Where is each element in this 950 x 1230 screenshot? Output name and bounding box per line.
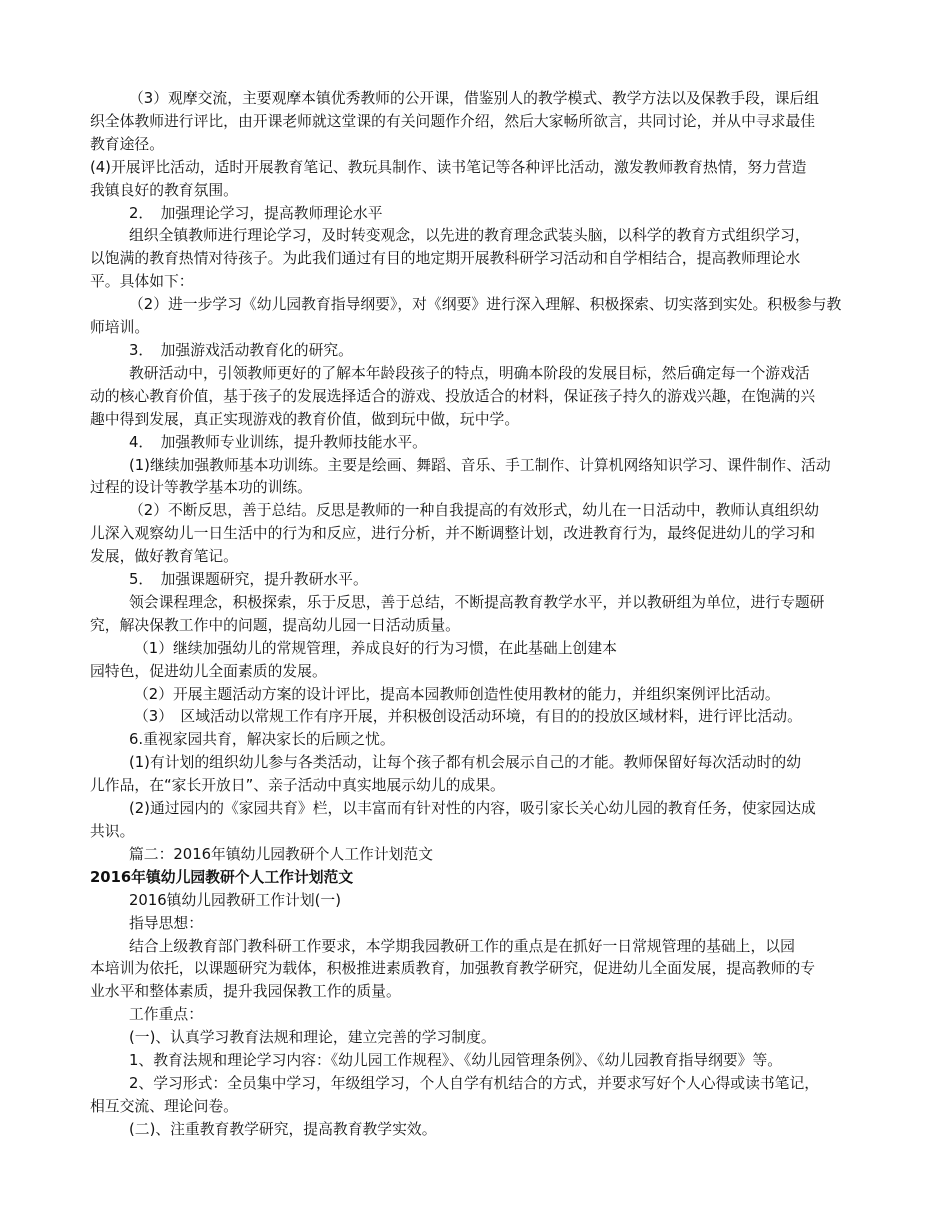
text-line: 师培训。 (90, 319, 150, 337)
text-line: 儿深入观察幼儿一日生活中的行为和反应，进行分析，并不断调整计划，改进教育行为，最终促进幼儿的学习和 (90, 525, 816, 543)
text-line: 过程的设计等教学基本功的训练。 (90, 479, 312, 497)
text-line: 2、学习形式：全员集中学习，年级组学习，个人自学有机结合的方式，并要求写好个人心得或读书笔记， (129, 1074, 820, 1092)
text-line: 织全体教师进行评比，由开课老师就这堂课的有关问题作介绍，然后大家畅所欲言，共同讨论，并从中寻求最佳 (90, 112, 816, 130)
text-line: 相互交流、理论问卷。 (90, 1097, 238, 1115)
text-line: 组织全镇教师进行理论学习，及时转变观念，以先进的教育理念武装头脑，以科学的教育方式组织学习， (129, 227, 810, 245)
text-line: (2)通过园内的《家园共育》栏，以丰富而有针对性的内容，吸引家长关心幼儿园的教育任务，使家园达成 (129, 800, 816, 818)
text-line: 本培训为依托，以课题研究为载体，积极推进素质教育，加强教育教学研究，促进幼儿全面发展，提高教师的专 (90, 960, 816, 978)
text-line: 教研活动中，引领教师更好的了解本年龄段孩子的特点，明确本阶段的发展目标，然后确定每一个游戏活 (129, 364, 810, 382)
text-line: 2016年镇幼儿园教研个人工作计划范文 (90, 868, 354, 886)
text-line: 我镇良好的教育氛围。 (90, 181, 238, 199)
text-line: (二)、注重教育教学研究，提高教育教学实效。 (129, 1120, 437, 1138)
text-line: 园特色，促进幼儿全面素质的发展。 (90, 662, 327, 680)
text-line: 共识。 (90, 823, 135, 840)
text-line: 2016镇幼儿园教研工作计划(一) (129, 891, 341, 909)
text-line: 5． 加强课题研究，提升教研水平。 (129, 571, 368, 589)
text-line: 3． 加强游戏活动教育化的研究。 (129, 341, 353, 359)
text-line: 篇二：2016年镇幼儿园教研个人工作计划范文 (129, 845, 434, 863)
text-line: 以饱满的教育热情对待孩子。为此我们通过有目的地定期开展教科研学习活动和自学相结合，提高教师理论水 (90, 250, 801, 268)
text-line: 4． 加强教师专业训练，提升教师技能水平。 (129, 433, 427, 451)
text-line: （3） 区域活动以常规工作有序开展，并积极创设活动环境，有目的的投放区域材料，进行评比活动。 (134, 708, 802, 726)
text-line: 发展，做好教育笔记。 (90, 548, 238, 566)
text-line: 究，解决保教工作中的问题，提高幼儿园一日活动质量。 (90, 616, 460, 634)
text-line: 工作重点： (129, 1006, 203, 1024)
text-line: 指导思想： (129, 914, 203, 932)
text-line: 业水平和整体素质，提升我园保教工作的质量。 (90, 983, 401, 1001)
text-line: 2． 加强理论学习，提高教师理论水平 (129, 204, 383, 222)
text-line: 儿作品，在“家长开放日”、亲子活动中真实地展示幼儿的成果。 (90, 777, 505, 795)
text-line: 领会课程理念，积极探索，乐于反思，善于总结，不断提高教育教学水平，并以教研组为单位，进行专题研 (129, 593, 825, 611)
text-line: (1)继续加强教师基本功训练。主要是绘画、舞蹈、音乐、手工制作、计算机网络知识学习、课件制作、活动 (129, 456, 831, 474)
text-line: 结合上级教育部门教科研工作要求，本学期我园教研工作的重点是在抓好一日常规管理的基础上，以园 (129, 937, 795, 955)
document-page (90, 88, 865, 1142)
text-line: (4)开展评比活动，适时开展教育笔记、教玩具制作、读书笔记等各种评比活动，激发教师教育热情，努力营造 (90, 158, 807, 176)
text-line: 6.重视家园共育，解决家长的后顾之忧。 (129, 731, 395, 749)
text-line: （2）不断反思，善于总结。反思是教师的一种自我提高的有效形式，幼儿在一日活动中，教师认真组织幼 (129, 502, 820, 520)
text-line: 趣中得到发展，真正实现游戏的教育价值，做到玩中做，玩中学。 (90, 410, 520, 428)
text-line: 1、教育法规和理论学习内容：《幼儿园工作规程》、《幼儿园管理条例》、《幼儿园教育指导纲要》等。 (129, 1052, 783, 1070)
text-line: （2）进一步学习《幼儿园教育指导纲要》，对《纲要》进行深入理解、积极探索、切实落到实处。积极参与教 (129, 296, 842, 314)
text-line: (1)有计划的组织幼儿参与各类活动，让每个孩子都有机会展示自己的才能。教师保留好每次活动时的幼 (129, 754, 802, 772)
text-line: 平。具体如下： (90, 273, 194, 291)
text-line: 动的核心教育价值，基于孩子的发展选择适合的游戏、投放适合的材料，保证孩子持久的游戏兴趣，在饱满的兴 (90, 387, 816, 405)
text-line: 教育途径。 (90, 135, 164, 153)
text-line: （3）观摩交流，主要观摩本镇优秀教师的公开课，借鉴别人的教学模式、教学方法以及保教手段，课后组 (129, 90, 820, 107)
text-line: (一)、认真学习教育法规和理论，建立完善的学习制度。 (129, 1029, 496, 1047)
text-line: （1）继续加强幼儿的常规管理，养成良好的行为习惯，在此基础上创建本 (134, 639, 617, 657)
text-line: （2）开展主题活动方案的设计评比，提高本园教师创造性使用教材的能力，并组织案例评比活动。 (134, 685, 780, 703)
